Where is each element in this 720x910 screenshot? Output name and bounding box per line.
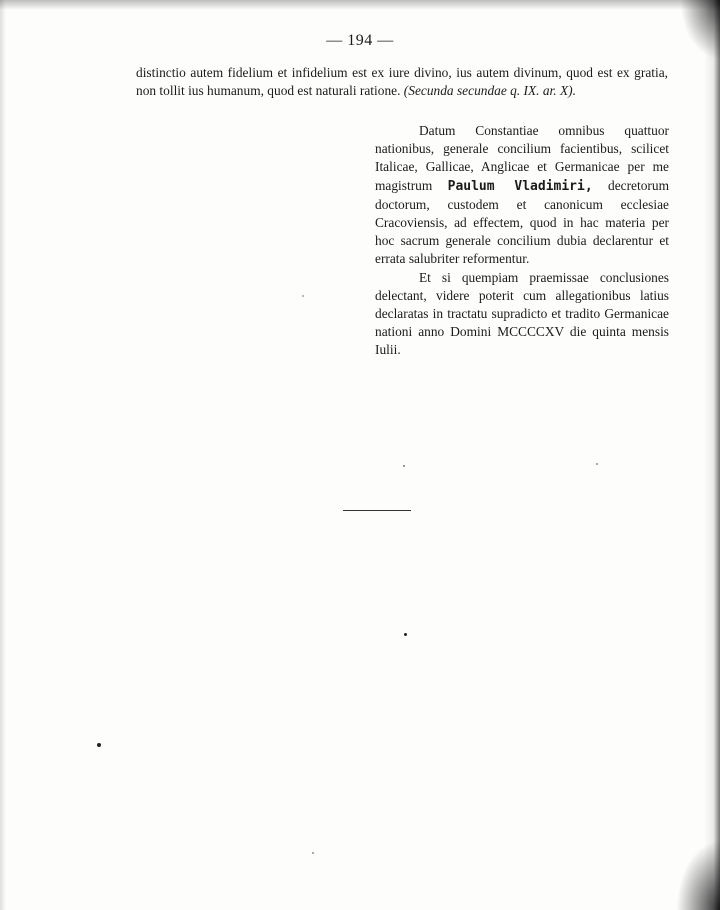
scan-edge-right <box>704 0 720 910</box>
closing-p1-before: Datum Constantiae omnibus quattuor nationibus, generale concilium facientibus, scilicet Italicae, Gallicae, Anglicae et Germanicae per me magistrum <box>375 123 669 193</box>
ink-speck <box>403 465 405 467</box>
scan-corner-bottom-right <box>676 840 720 910</box>
ink-speck <box>302 295 304 297</box>
closing-column <box>375 122 669 360</box>
intro-paragraph <box>136 64 668 100</box>
ink-speck <box>596 463 598 465</box>
ink-speck <box>97 743 101 747</box>
closing-paragraph-1 <box>375 122 669 269</box>
closing-paragraph-2: Et si quempiam praemissae conclusiones delectant, videre poterit cum allegationibus latius declaratas in tractatu supradicto et tradito Germanicae nationi anno Domini MCCCCXV die quinta mensis Iulii. <box>375 269 669 358</box>
scan-edge-top <box>0 0 720 10</box>
scan-edge-left <box>0 0 6 910</box>
page-number: — 194 — <box>326 32 394 49</box>
ink-speck <box>312 852 314 854</box>
intro-reference: (Secunda secundae q. IX. ar. X). <box>403 83 576 98</box>
closing-p1-after: decretorum doctorum, custodem et canonicum ecclesiae Cracoviensis, ad effectem, quod in hac materia per hoc sacrum generale concilium dubia declarentur et errata salubriter reformentur. <box>375 177 669 267</box>
end-rule <box>343 510 411 511</box>
intro-text: distinctio autem fidelium et infidelium est ex iure divino, ius autem divinum, quod est ex gratia, non tollit ius humanum, quod est naturali ratione. <box>136 65 668 98</box>
author-name: Paulum Vladimiri, <box>447 178 593 194</box>
scan-corner-top-right <box>680 0 720 60</box>
ink-speck <box>404 633 407 636</box>
